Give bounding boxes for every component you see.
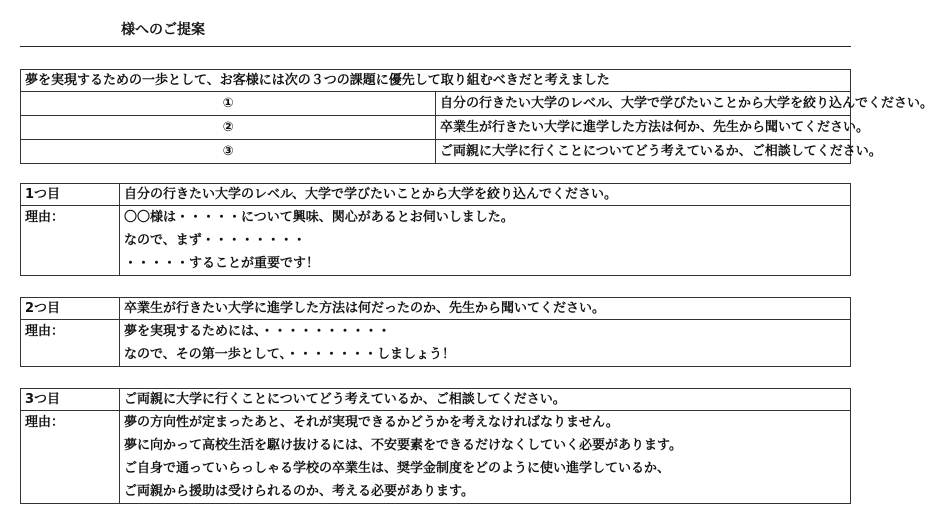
section-reason-row [21,320,851,367]
reason-line: ご両親から援助は受けられるのか、考える必要があります。 [124,484,474,499]
section-label: 2つ目 [21,298,120,320]
reason-line: 夢を実現するためには、・・・・・・・・・・ [124,324,391,339]
reason-line: 〇〇様は・・・・・について興味、関心があるとお伺いしました。 [124,210,514,225]
section-task: 卒業生が行きたい大学に進学した方法は何だったのか、先生から聞いてください。 [120,298,851,320]
reason-line: 夢に向かって高校生活を駆け抜けるには、不安要素をできるだけなくしていく必要があります。 [124,438,682,453]
overview-header: 夢を実現するための一歩として、お客様には次の３つの課題に優先して取り組むべきだと考えました [21,70,851,92]
section-task: 自分の行きたい大学のレベル、大学で学びたいことから大学を絞り込んでください。 [120,184,851,206]
page-title: 様へのご提案 [121,22,205,38]
overview-item-text: 自分の行きたい大学のレベル、大学で学びたいことから大学を絞り込んでください。 [436,92,851,116]
section-task-row [21,389,851,411]
section-1-table [20,183,851,276]
section-task-row [21,184,851,206]
overview-item-row [21,140,851,164]
section-reason-row [21,411,851,504]
reason-text [120,320,851,367]
overview-header-row [21,70,851,92]
reason-text [120,206,851,276]
overview-item-row [21,92,851,116]
reason-line: ・・・・・することが重要です！ [124,256,320,271]
reason-line: なので、まず・・・・・・・・ [124,233,306,248]
overview-table [20,69,933,164]
reason-line: なので、その第一歩として、・・・・・・・しましょう！ [124,347,455,362]
section-label: 1つ目 [21,184,120,206]
overview-item-number: ③ [21,140,436,164]
overview-item-number: ① [21,92,436,116]
overview-item-text: 卒業生が行きたい大学に進学した方法は何か、先生から聞いてください。 [436,116,851,140]
title-underline [20,46,851,47]
reason-line: 夢の方向性が定まったあと、それが実現できるかどうかを考えなければなりません。 [124,415,619,430]
section-task-row [21,298,851,320]
section-task: ご両親に大学に行くことについてどう考えているか、ご相談してください。 [120,389,851,411]
reason-label: 理由： [21,206,120,276]
reason-line: ご自身で通っていらっしゃる学校の卒業生は、奨学金制度をどのように使い進学しているか、 [124,461,671,476]
reason-label: 理由： [21,411,120,504]
overview-item-number: ② [21,116,436,140]
section-reason-row [21,206,851,276]
reason-text [120,411,851,504]
section-label: 3つ目 [21,389,120,411]
overview-item-row [21,116,851,140]
reason-label: 理由： [21,320,120,367]
section-3-table [20,388,851,504]
overview-item-text: ご両親に大学に行くことについてどう考えているか、ご相談してください。 [436,140,851,164]
section-2-table [20,297,851,367]
